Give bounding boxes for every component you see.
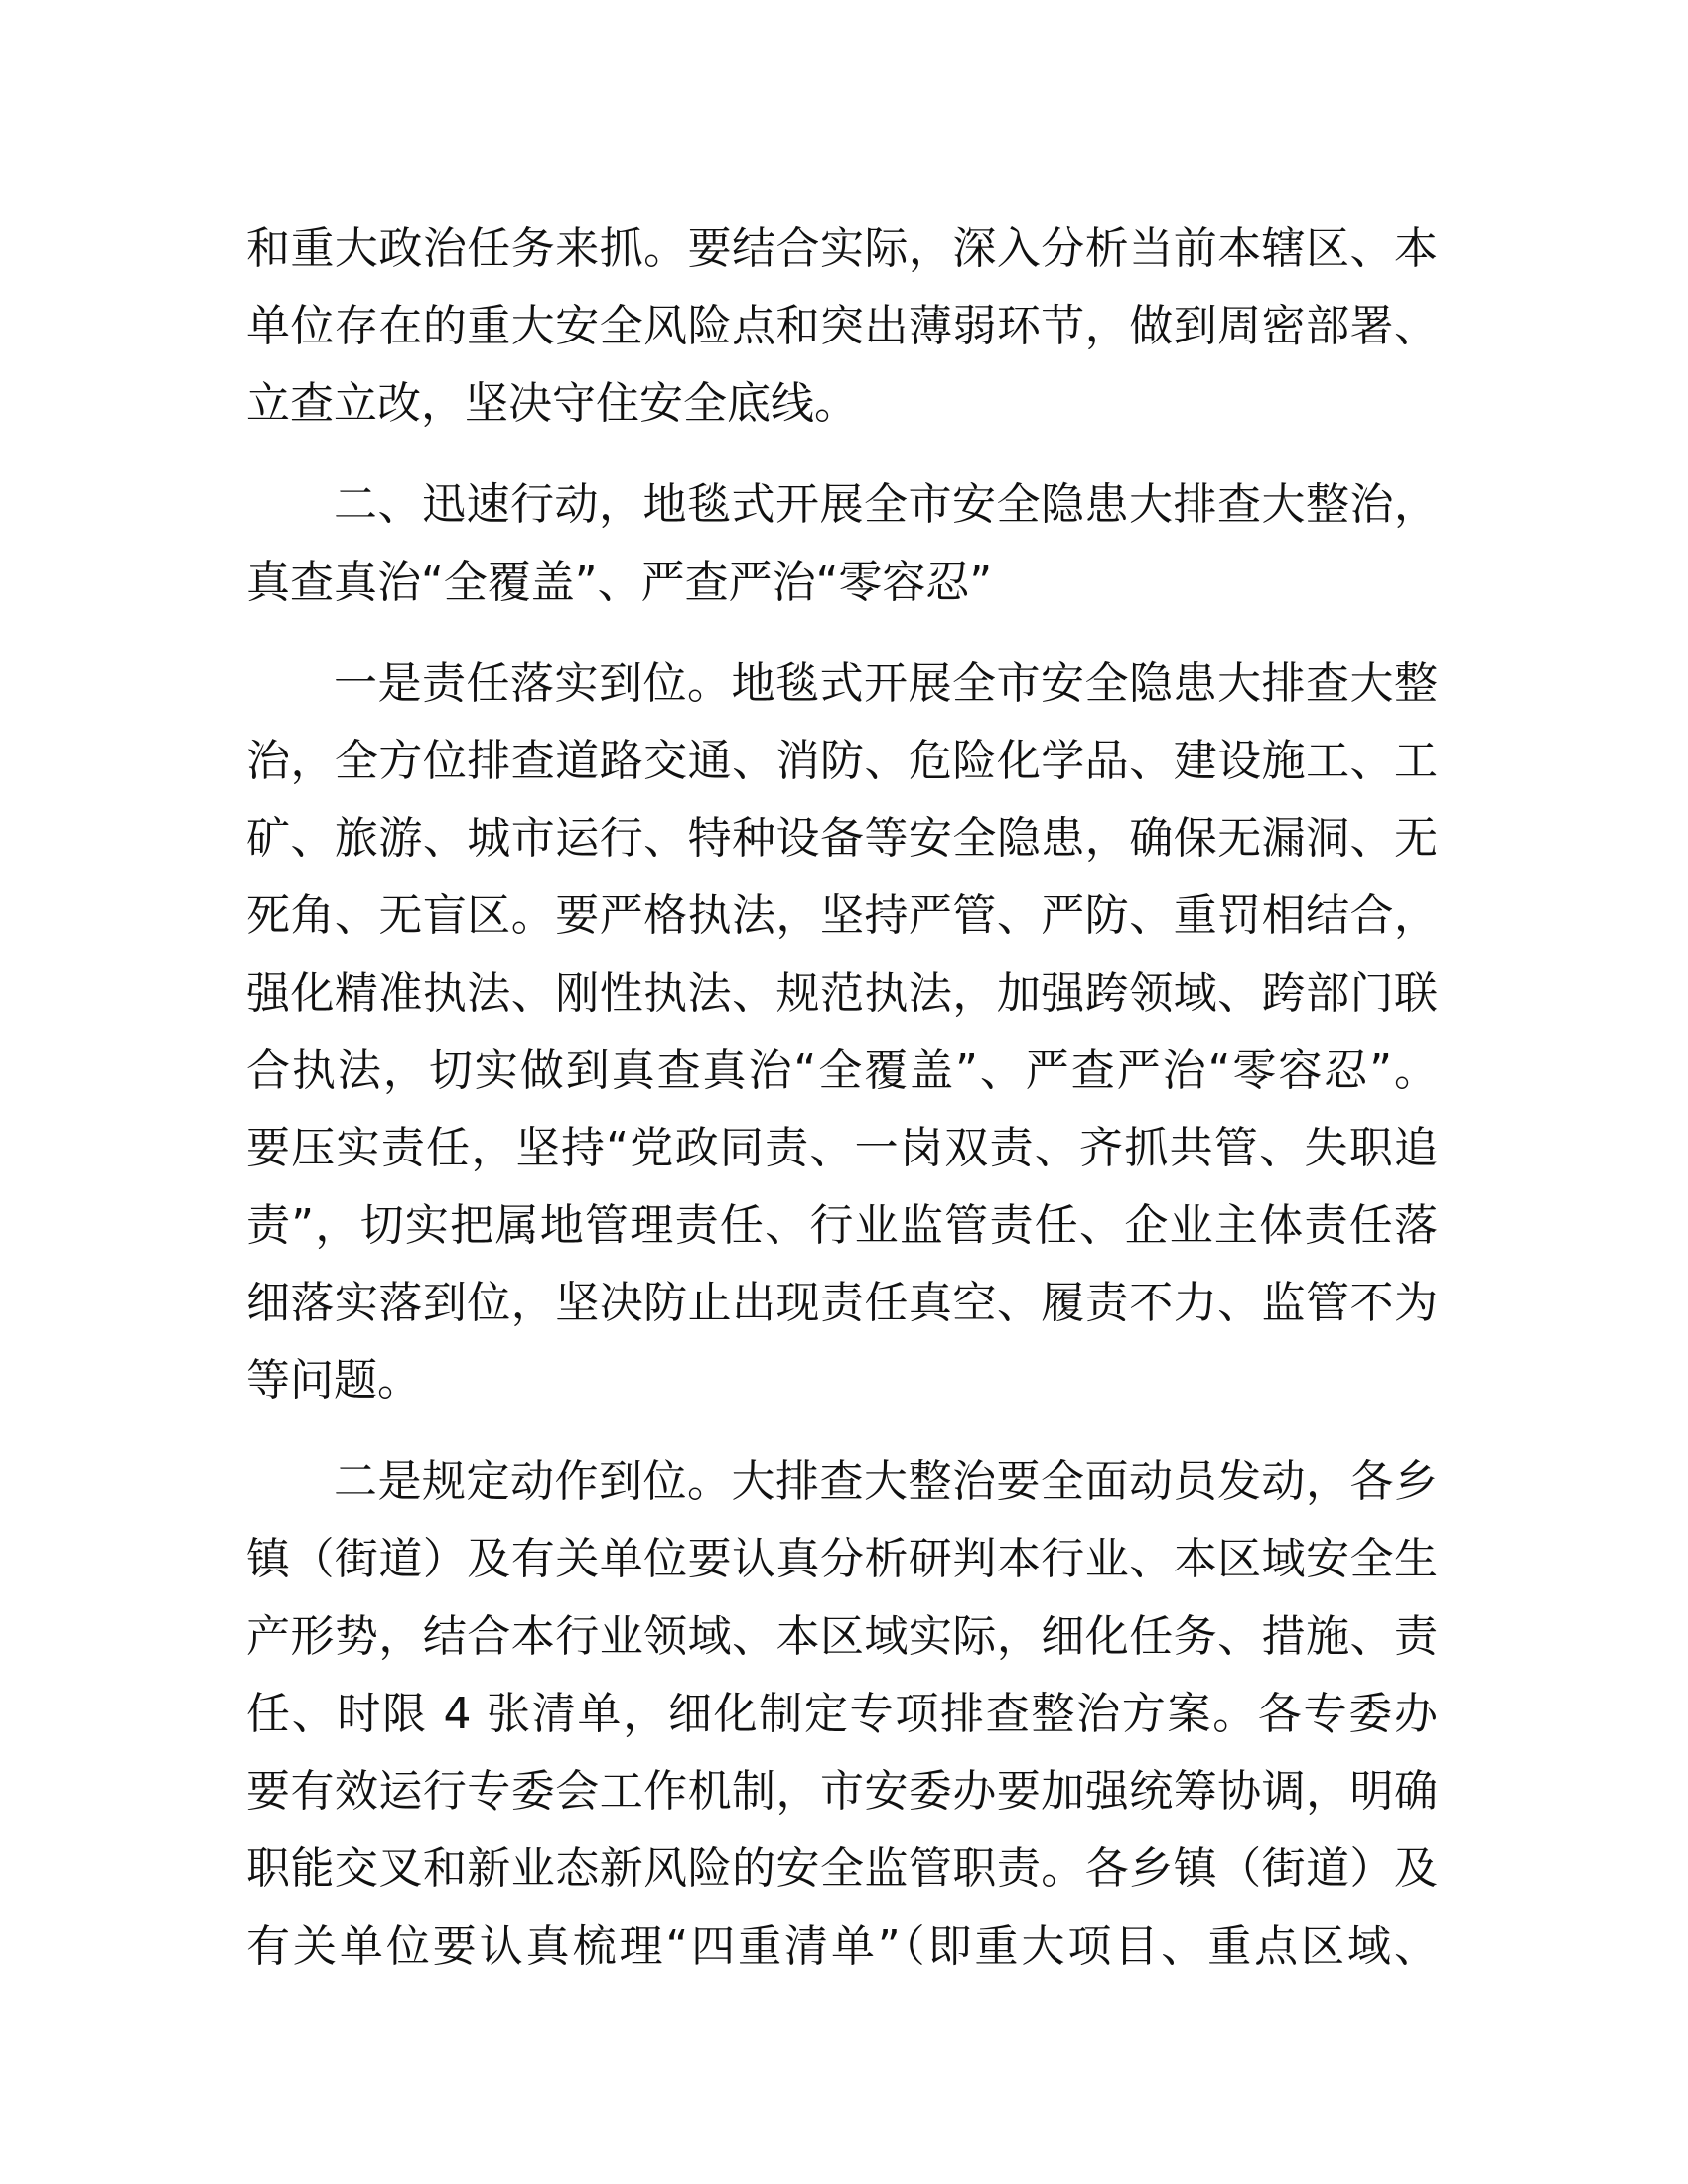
text-line: 产形势，结合本行业领域、本区域实际，细化任务、措施、责 — [246, 1611, 1438, 1662]
text-line: 要压实责任，坚持“党政同责、一岗双责、齐抓共管、失职追 — [246, 1123, 1438, 1173]
text-line: 一是责任落实到位。地毯式开展全市安全隐患大排查大整 — [334, 658, 1438, 709]
text-line: 矿、旅游、城市运行、特种设备等安全隐患，确保无漏洞、无 — [246, 813, 1438, 864]
document-page — [246, 210, 1438, 1985]
text-line: 强化精准执法、刚性执法、规范执法，加强跨领域、跨部门联 — [246, 968, 1438, 1019]
section-heading-2 — [246, 467, 1438, 621]
paragraph-continuation — [246, 210, 1438, 443]
text-line: 任、时限 4 张清单，细化制定专项排查整治方案。各专委办 — [246, 1689, 1438, 1739]
text-line: 等问题。 — [246, 1355, 421, 1406]
text-line: 死角、无盲区。要严格执法，坚持严管、严防、重罚相结合， — [246, 890, 1438, 941]
text-line: 合执法，切实做到真查真治“全覆盖”、严查严治“零容忍”。 — [246, 1045, 1438, 1096]
text-line: 镇（街道）及有关单位要认真分析研判本行业、本区域安全生 — [246, 1534, 1438, 1584]
text-line: 立查立改，坚决守住安全底线。 — [246, 378, 858, 429]
text-line: 细落实落到位，坚决防止出现责任真空、履责不力、监管不为 — [246, 1278, 1438, 1328]
paragraph-standard-actions — [246, 1443, 1438, 1985]
paragraph-responsibility — [246, 645, 1438, 1420]
text-line: 二是规定动作到位。大排查大整治要全面动员发动，各乡 — [334, 1456, 1438, 1507]
text-line: 和重大政治任务来抓。要结合实际，深入分析当前本辖区、本 — [246, 223, 1438, 274]
text-line: 要有效运行专委会工作机制，市安委办要加强统筹协调，明确 — [246, 1766, 1438, 1817]
text-line: 责”，切实把属地管理责任、行业监管责任、企业主体责任落 — [246, 1200, 1438, 1251]
text-line: 职能交叉和新业态新风险的安全监管职责。各乡镇（街道）及 — [246, 1843, 1438, 1894]
text-line: 有关单位要认真梳理“四重清单”（即重大项目、重点区域、 — [246, 1921, 1438, 1972]
text-line: 治，全方位排查道路交通、消防、危险化学品、建设施工、工 — [246, 736, 1438, 786]
text-line: 单位存在的重大安全风险点和突出薄弱环节，做到周密部署、 — [246, 301, 1438, 351]
text-line: 二、迅速行动，地毯式开展全市安全隐患大排查大整治， — [334, 479, 1438, 530]
text-line: 真查真治“全覆盖”、严查严治“零容忍” — [246, 557, 993, 608]
